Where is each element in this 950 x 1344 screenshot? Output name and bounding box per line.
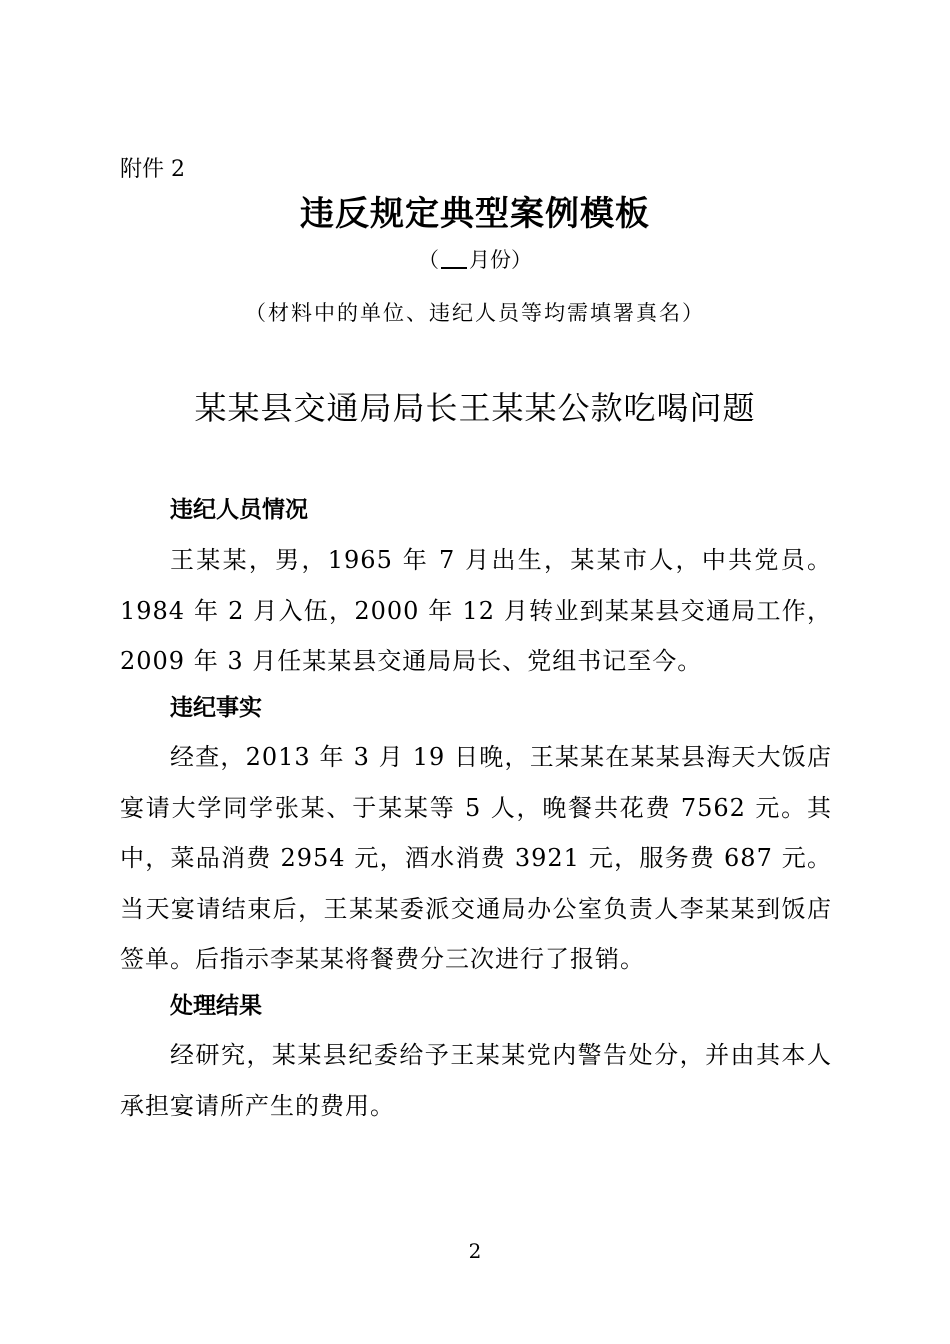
case-title: 某某县交通局局长王某某公款吃喝问题 (194, 389, 756, 427)
month-suffix: 月份） (469, 248, 532, 272)
month-prefix: （ (418, 248, 439, 272)
month-line (0, 245, 950, 275)
page-number: 2 (468, 1239, 482, 1263)
attachment-label: 附件 2 (120, 157, 185, 182)
section-heading-result: 处理结果 (170, 992, 262, 1019)
month-blank (441, 247, 467, 269)
section-body-facts: 经查，2013 年 3 月 19 日晚，王某某在某某县海天大饭店宴请大学同学张某、于某某等 5 人，晚餐共花费 7562 元。其中，菜品消费 2954 元，酒水消费 3921 元，服务费 687 元。当天宴请结束后，王某某委派交通局办公室负责人李某某到饭店签单。后指示李某某将餐费分三次进行了报销。 (120, 743, 832, 973)
section-body-result: 经研究，某某县纪委给予王某某党内警告处分，并由其本人承担宴请所产生的费用。 (120, 1041, 832, 1120)
document-title: 违反规定典型案例模板 (300, 194, 650, 234)
real-name-note: （材料中的单位、违纪人员等均需填署真名） (245, 301, 705, 325)
section-heading-facts: 违纪事实 (170, 694, 262, 721)
section-body-personnel: 王某某，男，1965 年 7 月出生，某某市人，中共党员。1984 年 2 月入伍，2000 年 12 月转业到某某县交通局工作，2009 年 3 月任某某县交通局局长、党组书记至今。 (120, 546, 832, 675)
section-heading-personnel: 违纪人员情况 (170, 496, 308, 523)
